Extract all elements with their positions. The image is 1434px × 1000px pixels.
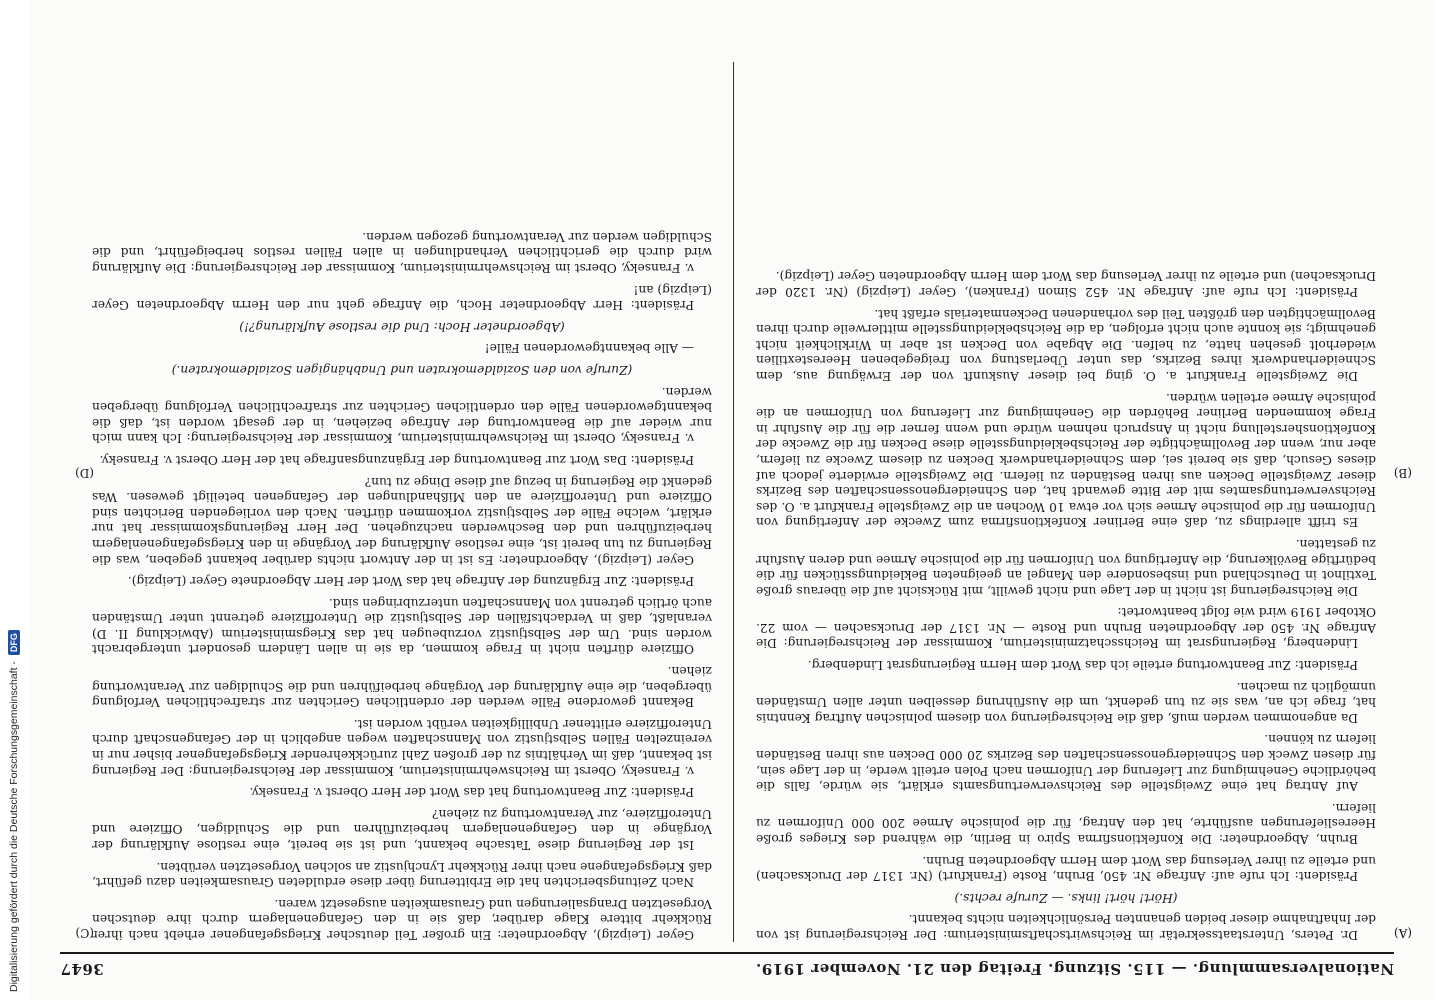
header-title: Nationalversammlung. — 115. Sitzung. Freitag den 21. November 1919.	[755, 960, 1394, 978]
paragraph: v. Franseky, Oberst im Reichswehrministerium, Kommissar der Reichsregierung: Ich kann mich nur wieder auf die Beantwortung der Anfrage beziehen, in der gesagt worden ist, daß die bekanntgewordenen Fälle den ordentlichen Gerichten zur strafrechtlichen Verfolgung übergeben werden.	[92, 384, 712, 446]
paragraph: Präsident: Ich rufe auf: Anfrage Nr. 450, Bruhn, Roste (Frankfurt) (Nr. 1317 der Drucksachen) und erteile zu ihrer Verlesung das Wort dem Herrn Abgeordneten Bruhn.	[756, 853, 1376, 884]
margin-marker-b: (B)	[1393, 466, 1412, 480]
paragraph: (Hört! hört! links. — Zurufe rechts.)	[954, 890, 1178, 905]
paragraph: Nach Zeitungsberichten hat die Erbitterung über diese erduldeten Grausamkeiten dazu geführt, daß Kriegsgefangene nach ihrer Rückkehr Lynchjustiz an solchen Vorgesetzten verübten.	[92, 859, 712, 890]
right-column	[92, 42, 712, 942]
paragraph: Präsident: Zur Ergänzung der Anfrage hat das Wort der Herr Abgeordnete Geyer (Leipzig).	[127, 574, 694, 589]
paragraph: Präsident: Das Wort zur Beantwortung der Ergänzungsanfrage hat der Herr Oberst v. Franseky.	[99, 452, 694, 467]
paragraph: v. Franseky, Oberst im Reichswehrministerium, Kommissar der Reichsregierung: Der Regierung ist bekannt, daß im Verhältnis zu der großen Zahl zurückkehrender Kriegsgefangener bisher nur in vereinzelten Fällen Selbstjustiz von Mannschaften wegen angeblich in der Gefangenschaft durch Unteroffiziere erlittener Unbilligkeiten verübt worden ist.	[92, 716, 712, 778]
paragraph: Es trifft allerdings zu, daß eine Berliner Konfektionsfirma zum Zwecke der Anfertigung von Uniformen für die polnische Armee sich vor etwa 10 Wochen an die Zweigstelle Frankfurt a. O. des Reichsverwertungsamtes mit der Bitte gewandt hat, den Schneidergenossenschaften des Bezirks dieser Zweigstelle Decken aus ihren Beständen zu liefern. Die Zweigstelle erwiderte jedoch auf dieses Gesuch, daß sie bereit sei, dem Schneiderhandwerk Decken zu diesem Zwecke zu liefern, aber nur, wenn der Bevollmächtigte der Reichsbekleidungsstelle diese Decken für die Zwecke der Konfektionsherstellung nicht in Anspruch nehmen würde und wenn ferner die für die Ausfuhr in Frage kommenden Berliner Behörden die Genehmigung zur Lieferung von Uniformen an die polnische Armee erteilen würden.	[756, 390, 1376, 530]
paragraph: Geyer (Leipzig), Abgeordneter: Ein großer Teil deutscher Kriegsgefangener erhebt nach ihrer Rückkehr bittere Klage darüber, daß sie in den Gefangenenlagern durch ihre deutschen Vorgesetzten Drangsalierungen und Grausamkeiten ausgesetzt waren.	[92, 896, 712, 942]
paragraph: Präsident: Herr Abgeordneter Hoch, die Anfrage geht nur den Herrn Abgeordneten Geyer (Leipzig) an!	[92, 282, 712, 313]
page-number: 3647	[60, 960, 104, 978]
paragraph: Präsident: Zur Beantwortung erteile ich das Wort dem Herrn Regierungsrat Lindenberg.	[807, 658, 1358, 673]
paragraph: v. Franseky, Oberst im Reichswehrministerium, Kommissar der Reichsregierung: Die Aufklärung wird durch die gerichtlichen Verhandlungen in allen Fällen restlos herbeigeführt, und die Schuldigen werden zur Verantwortung gezogen werden.	[92, 229, 712, 276]
paragraph: Da angenommen werden muß, daß die Reichsregierung von diesem polnischen Auftrag Kenntnis hat, frage ich an, was sie zu tun gedenkt, um die Ausführung desselben unter allen Umständen unmöglich zu machen.	[756, 679, 1376, 725]
paragraph: Präsident: Zur Beantwortung hat das Wort der Herr Oberst v. Franseky.	[249, 785, 694, 800]
paragraph: (Abgeordneter Hoch: Und die restlose Aufklärung?!)	[239, 319, 565, 334]
paragraph: Bruhn, Abgeordneter: Die Konfektionsfirma Spiro in Berlin, die während des Krieges große Heereslieferungen ausführte, hat den Antrag, für die polnische Armee 200 000 Uniformen zu liefern.	[756, 800, 1376, 847]
margin-marker-c: (C)	[75, 926, 94, 940]
rotated-page	[30, 0, 1434, 1000]
paragraph: Offiziere dürften nicht in Frage kommen, da sie in allen Ländern gesondert untergebracht worden sind. Um der Selbstjustiz vorzubeugen hat das Kriegsministerium (Abwicklung II. D) veranlaßt, daß in Verdachtsfällen der Selbstjustiz die Unteroffiziere getrennt unter Umständen auch örtlich getrennt von Mannschaften unterzubringen sind.	[92, 595, 712, 657]
paragraph: Geyer (Leipzig), Abgeordneter: Es ist in der Antwort nichts darüber bekannt gegeben, was die Regierung zu tun bereit ist, eine restlose Aufklärung der Vorgänge in den Kriegsgefangenenlagern herbeizuführen und den Beschwerden nachzugehen. Der Herr Regierungskommissar hat nur erklärt, welche Fälle der Selbstjustiz vorkommen dürften. Nach den vorliegenden Berichten sind Offiziere und Unteroffiziere an den Mißhandlungen der Gefangenen beteiligt gewesen. Was gedenkt die Regierung in bezug auf diese Dinge zu tun?	[92, 474, 712, 567]
sidenote-text-wrapper	[8, 12, 20, 992]
header-rule	[60, 952, 1394, 954]
paragraph: Lindenberg, Regierungsrat im Reichsschatzministerium, Kommissar der Reichsregierung: Die Anfrage Nr. 450 der Abgeordneten Bruhn und Roste — Nr. 1317 der Drucksachen — vom 22. Oktober 1919 wird wie folgt beantwortet:	[756, 605, 1376, 651]
dfg-logo: DFG	[8, 630, 20, 655]
column-divider	[733, 62, 734, 942]
funding-note: Digitalisierung gefördert durch die Deutsche Forschungsgemeinschaft -	[8, 661, 20, 992]
funding-sidenote	[0, 0, 30, 1000]
paragraph: Dr. Peters, Unterstaatssekretär im Reichswirtschaftsministerium: Der Reichsregierung ist von der Inhaftnahme dieser beiden genannten Persönlichkeiten nichts bekannt.	[756, 912, 1376, 942]
paragraph: Die Reichsregierung ist nicht in der Lage und nicht gewillt, mit Rücksicht auf die überaus große Textilnot in Deutschland und insbesondere den Mangel an geeigneten Bekleidungsstücken für die bedürftige Bevölkerung, die Anfertigung von Uniformen für die polnische Armee und deren Ausfuhr zu gestatten.	[756, 536, 1376, 598]
paragraph: Ist der Regierung diese Tatsache bekannt, und ist sie bereit, eine restlose Aufklärung der Vorgänge in den Gefangenenlagern herbeizuführen und die Schuldigen, Offiziere und Unteroffiziere, zur Verantwortung zu ziehen?	[92, 806, 712, 853]
paragraph: Präsident: Ich rufe auf: Anfrage Nr. 452 Simon (Franken), Geyer (Leipzig) (Nr. 1320 der Drucksachen) und erteile zu ihrer Verlesung das Wort dem Herrn Abgeordneten Geyer (Leipzig).	[756, 269, 1376, 300]
margin-marker-d: (D)	[75, 466, 94, 480]
paragraph: Die Zweigstelle Frankfurt a. O. ging bei dieser Auskunft von der Erwägung aus, dem Schneiderhandwerk ihres Bezirks, das unter Überlastung von freigegebenen Heerestextilien wiederholt gesehen hatte, zu helfen. Die Abgabe von Decken ist aber in Wirklichkeit nicht genehmigt; sie konnte auch nicht erfolgen, da die Reichsbekleidungsstelle mittlerweile durch ihren Bevollmächtigten den größten Teil des vorhandenen Deckenmaterials erfaßt hat.	[756, 306, 1376, 383]
paragraph: — Alle bekanntgewordenen Fälle!	[484, 341, 694, 356]
left-column	[756, 42, 1376, 942]
paragraph: (Zurufe von den Sozialdemokraten und Unabhängigen Sozialdemokraten.)	[171, 363, 633, 377]
margin-marker-a: (A)	[1393, 926, 1412, 940]
paragraph: Bekannt gewordene Fälle werden der ordentlichen Gerichten zur strafrechtlichen Verfolgung übergeben, die eine Aufklärung der Vorgänge herbeiführen und die Schuldigen zur Verantwortung ziehen.	[92, 664, 712, 710]
scanned-page	[30, 0, 1434, 1000]
paragraph: Auf Antrag hat eine Zweigstelle des Reichsverwertungsamts erklärt, sie würde, falls die behördliche Genehmigung zur Lieferung der Uniformen nach Polen erteilt werde, in der Lage sein, für diesen Zweck den Schneidergenossenschaften des Bezirks 20 000 Decken aus ihren Beständen liefern zu können.	[756, 732, 1376, 794]
page-header	[60, 956, 1394, 982]
